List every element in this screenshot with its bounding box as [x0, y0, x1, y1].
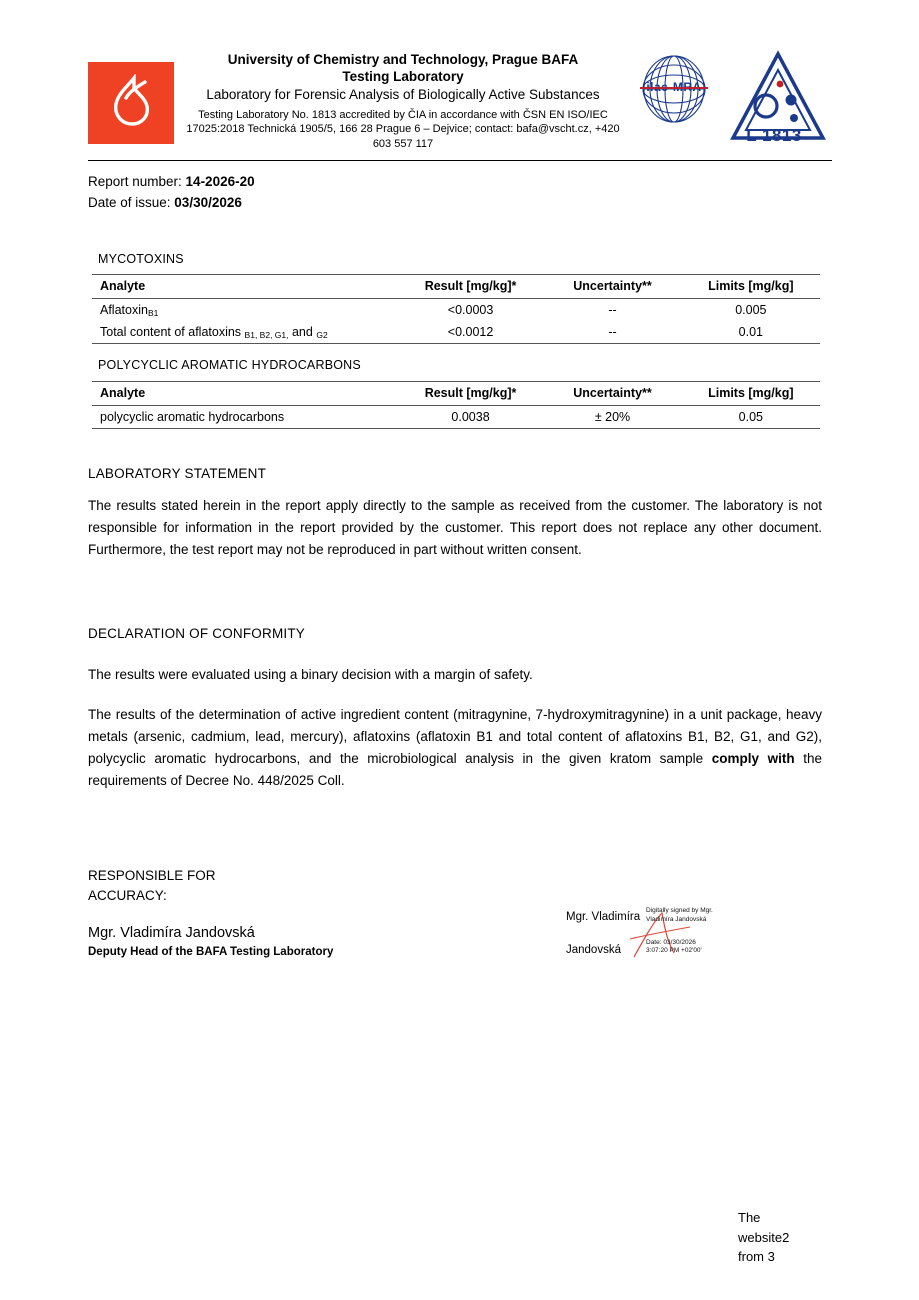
cell-result: <0.0012 [398, 321, 544, 344]
signer-role: Deputy Head of the BAFA Testing Laboratory [88, 946, 334, 958]
header-title-block [174, 52, 632, 152]
pah-table [92, 381, 820, 429]
header-line-2: Testing Laboratory [342, 68, 464, 84]
flame-logo-icon [88, 62, 174, 144]
declaration-text-part-1: The results of the determination of active ingredient content (mitragynine, 7-hydroxymitragynine) in a unit package, heavy metals (arsenic, cadmium, lead, mercury), aflatoxins (aflatoxin B1 and total content of aflatoxins B1, B2, G1, and G2), polycyclic aromatic hydrocarbons, and the microbiological analysis in the given kratom sample [88, 707, 822, 766]
date-of-issue-label: Date of issue: [88, 194, 175, 210]
report-number-row [88, 172, 255, 193]
report-number-label: Report number: [88, 174, 186, 189]
ilac-strike-decoration [640, 87, 708, 89]
footer-line-2: website2 [738, 1229, 790, 1245]
responsible-label-line-1: RESPONSIBLE FOR [88, 868, 216, 883]
signature-name [566, 911, 640, 956]
date-of-issue-row [88, 193, 255, 214]
table-row [92, 406, 820, 429]
cell-uncertainty: -- [543, 321, 681, 344]
responsible-label-line-2: ACCURACY: [88, 887, 167, 903]
cell-limit: 0.005 [735, 303, 767, 317]
table-row [92, 321, 820, 344]
column-header-uncertainty: Uncertainty** [543, 275, 681, 299]
header-divider [88, 160, 832, 161]
cell-analyte: polycyclic aromatic hydrocarbons [92, 406, 398, 429]
page-footer [738, 1208, 789, 1267]
laboratory-statement-title: LABORATORY STATEMENT [88, 466, 267, 481]
report-meta [88, 172, 255, 214]
signature-details [646, 907, 746, 956]
cell-uncertainty: ± 20% [543, 406, 681, 429]
analyte-subscript-2: G2 [316, 330, 328, 340]
column-header-analyte: Analyte [92, 275, 398, 299]
signature-name-line-2: Jandovská [566, 943, 621, 956]
header-accreditation-line: Testing Laboratory No. 1813 accredited by ČIA in accordance with ČSN EN ISO/IEC 17025:2018 Technická 1905/5, 166 28 Prague 6 – Dejvice; contact: bafa@vscht.cz, +420 603 557 117 [186, 108, 620, 151]
section-title-mycotoxins: MYCOTOXINS [98, 252, 184, 266]
date-of-issue-value: 03/30/2026 [174, 194, 242, 210]
analyte-tail: and [291, 325, 313, 339]
table-header-row [92, 275, 820, 299]
column-header-result: Result [mg/kg]* [398, 275, 544, 299]
accreditation-code: L 1813 [746, 126, 802, 145]
footer-line-1: The [738, 1210, 761, 1225]
cell-result: 0.0038 [398, 406, 544, 429]
cell-result: <0.0003 [447, 303, 494, 317]
institution-logo [88, 62, 174, 144]
signature-detail-line-2: Vladimíra Jandovská [646, 915, 707, 923]
signature-detail-line-4: 3:07:20 PM +02'00' [646, 947, 702, 955]
declaration-text-part-2: the requirements of Decree No. 448/2025 Coll. [88, 750, 822, 788]
declaration-body-1: The results were evaluated using a binary decision with a margin of safety. [88, 667, 533, 682]
cell-limit: 0.05 [682, 406, 820, 429]
cell-analyte [92, 321, 398, 344]
digital-signature-block [566, 905, 796, 961]
signature-detail-line-1: Digitally signed by Mgr. [646, 907, 713, 914]
table-row [92, 299, 820, 322]
analyte-name: Aflatoxin [100, 303, 148, 317]
section-title-pah: POLYCYCLIC AROMATIC HYDROCARBONS [98, 358, 361, 372]
column-header-limits: Limits [mg/kg] [682, 382, 820, 406]
mycotoxins-table [92, 274, 820, 344]
table-header-row [92, 382, 820, 406]
cell-uncertainty: -- [608, 303, 617, 317]
column-header-analyte: Analyte [92, 382, 398, 406]
report-number-value: 14-2026-20 [185, 174, 255, 189]
declaration-emphasis: comply with [711, 750, 795, 766]
declaration-body-2 [88, 704, 822, 791]
accreditation-marks [632, 52, 832, 148]
mycotoxins-table-wrap [92, 274, 820, 344]
cell-limit: 0.01 [682, 321, 820, 344]
column-header-result: Result [mg/kg]* [398, 382, 544, 406]
laboratory-statement-body: The results stated herein in the report apply directly to the sample as received from the customer. The laboratory is not responsible for information in the report provided by the customer. This report does not replace any other document. Furthermore, the test report may not be reproduced in part without written consent. [88, 498, 822, 557]
declaration-title: DECLARATION OF CONFORMITY [88, 626, 306, 641]
cell-analyte [92, 299, 398, 322]
column-header-uncertainty: Uncertainty** [543, 382, 681, 406]
signer-name: Mgr. Vladimíra Jandovská [88, 925, 255, 941]
column-header-limits: Limits [mg/kg] [682, 275, 820, 299]
footer-line-3: from 3 [738, 1249, 775, 1264]
signature-detail-line-3: Date: 03/30/2026 [646, 938, 696, 946]
analyte-subscript: B1 [147, 308, 159, 318]
document-header [88, 52, 832, 152]
analyte-name: Total content of aflatoxins [100, 325, 242, 339]
pah-table-wrap [92, 381, 820, 429]
signature-name-line-1: Mgr. Vladimíra [566, 911, 641, 923]
analyte-subscript: B1, B2, G1, [244, 330, 289, 340]
header-line-3: Laboratory for Forensic Analysis of Biologically Active Substances [206, 86, 600, 102]
header-line-1: University of Chemistry and Technology, Prague BAFA [227, 52, 579, 67]
responsible-for-accuracy [88, 866, 216, 905]
